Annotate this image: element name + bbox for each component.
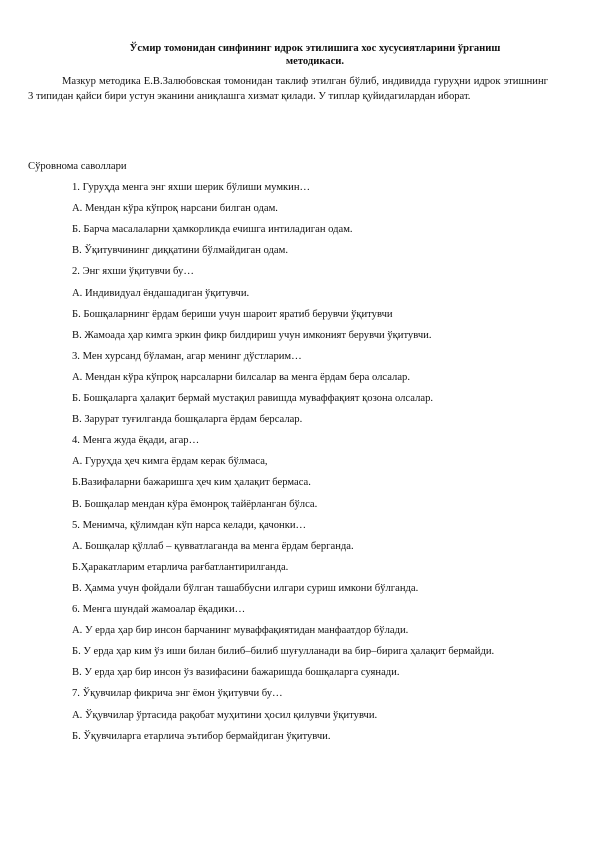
questionnaire-line: А. Бошқалар қўллаб – қувватлаганда ва менга ёрдам берганда. (72, 540, 354, 552)
document-title: Ўсмир томонидан синфининг идрок этилишига хос хусусиятларини ўрганиш методикаси. (129, 43, 501, 67)
questionnaire-line: Б. Бошқаларга ҳалақит бермай мустақил равишда муваффақият қозона олсалар. (72, 393, 434, 404)
questionnaire-line: Б. Барча масалаларни ҳамкорликда ечишга интиладиган одам. (72, 224, 353, 236)
questionnaire-line: В. Бошқалар мендан кўра ёмонроқ тайёрланган бўлса. (72, 498, 318, 510)
questionnaire-line: 5. Менимча, қўлимдан кўп нарса келади, қачонки… (72, 519, 307, 531)
questionnaire-line: 4. Менга жуда ёқади, агар… (72, 435, 200, 447)
questionnaire-line: 2. Энг яхши ўқитувчи бу… (72, 266, 194, 278)
questionnaire-line: 3. Мен хурсанд бўламан, агар менинг дўстларим… (72, 350, 302, 362)
questionnaire-line: Б.Ҳаракатларим етарлича рағбатлантирилганда. (72, 561, 289, 573)
questionnaire-line: А. Мендан кўра кўпроқ нарсани билган одам. (72, 203, 278, 215)
questionnaire-line: Б. У ерда ҳар ким ўз иши билан билиб–билиб шуғулланади ва бир–бирига ҳалақит бермайди. (72, 646, 495, 658)
questionnaire-line: В. Ҳамма учун фойдали бўлган ташаббусни илгари суриш имкони бўлганда. (72, 582, 419, 594)
questionnaire-line: А. Индивидуал ёндашадиган ўқитувчи. (72, 287, 250, 299)
questionnaire-line: Б. Ўқувчиларга етарлича эътибор бермайдиган ўқитувчи. (72, 730, 331, 742)
questionnaire-line: 6. Менга шундай жамоалар ёқадики… (72, 604, 246, 615)
questionnaire-line: В. Зарурат туғилганда бошқаларга ёрдам берсалар. (72, 414, 303, 426)
questionnaire-line: В. Жамоада ҳар кимга эркин фикр билдириш учун имконият берувчи ўқитувчи. (72, 329, 432, 341)
questionnaire-line: А. Ўқувчилар ўртасида рақобат муҳитини ҳосил қилувчи ўқитувчи. (72, 709, 378, 721)
questionnaire-line: Б.Вазифаларни бажаришга ҳеч ким ҳалақит бермаса. (72, 477, 311, 489)
questionnaire-line: В. Ўқитувчининг диққатини бўлмайдиган одам. (72, 245, 288, 257)
intro-paragraph: Мазкур методика Е.В.Залюбовская томонидан таклиф этилган бўлиб, индивидда гуруҳни идрок этишнинг 3 типидан қайси бири устун эканини аниқлашга хизмат қилади. У типлар қуйидагилардан иборат. (28, 76, 548, 102)
questionnaire-line: В. У ерда ҳар бир инсон ўз вазифасини бажаришда бошқаларга суянади. (72, 667, 400, 679)
section-title: Сўровнома саволлари (28, 161, 127, 172)
questionnaire-line: Б. Бошқаларнинг ёрдам бериши учун шароит яратиб берувчи ўқитувчи (72, 308, 393, 320)
questionnaire-line: А. У ерда ҳар бир инсон барчанинг муваффақиятидан манфаатдор бўлади. (72, 625, 409, 637)
questionnaire-line: 1. Гуруҳда менга энг яхши шерик бўлиши мумкин… (72, 182, 311, 193)
questionnaire-line: А. Мендан кўра кўпроқ нарсаларни билсалар ва менга ёрдам бера олсалар. (72, 371, 410, 383)
questionnaire-line: А. Гуруҳда ҳеч кимга ёрдам керак бўлмаса, (72, 456, 268, 468)
questionnaire-line: 7. Ўқувчилар фикрича энг ёмон ўқитувчи бу… (72, 688, 283, 700)
